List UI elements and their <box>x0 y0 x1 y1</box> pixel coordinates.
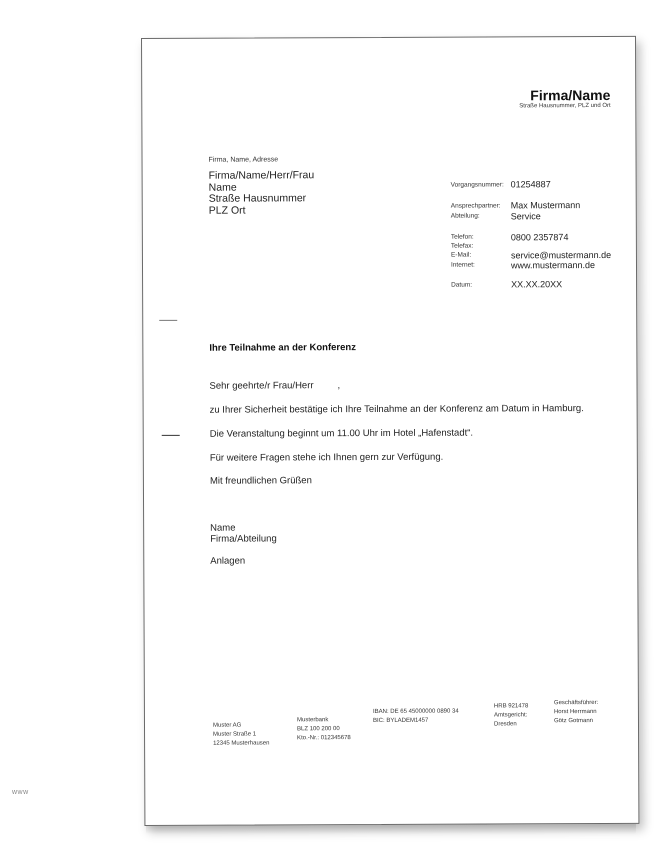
meta-label: Telefon: <box>450 233 474 241</box>
fold-mark <box>159 320 177 321</box>
footer-company <box>213 721 269 748</box>
body-paragraph: zu Ihrer Sicherheit bestätige ich Ihre Teilnahme an der Konferenz am Datum in Hamburg. <box>209 403 584 416</box>
recipient-address <box>209 170 315 216</box>
meta-label: Internet: <box>450 261 475 269</box>
footer-line: Geschäftsführer: <box>553 700 599 707</box>
meta-label: E-Mail: <box>450 251 472 259</box>
company-name: Firma/Name <box>530 86 611 104</box>
footer-line: Muster AG <box>212 722 242 729</box>
attachments: Anlagen <box>210 555 246 567</box>
salutation-text: Sehr geehrte/r Frau/Herr <box>209 380 314 392</box>
letter-page <box>141 36 639 826</box>
meta-value: service@mustermann.de <box>510 249 612 261</box>
company-address: Straße Hausnummer, PLZ und Ort <box>519 102 611 110</box>
salutation <box>209 380 340 392</box>
meta-value: www.mustermann.de <box>510 260 596 271</box>
meta-label: Abteilung: <box>450 212 480 220</box>
footer-line: BIC: BYLADEM1457 <box>372 717 429 724</box>
footer-line: Musterbank <box>296 717 329 724</box>
sender-line: Firma, Name, Adresse <box>208 156 279 164</box>
meta-value: Max Mustermann <box>510 200 581 211</box>
footer-line: Kto.-Nr.: 012345678 <box>297 735 351 742</box>
body-paragraph: Die Veranstaltung beginnt um 11.00 Uhr im Hotel „Hafenstadt“. <box>209 427 474 440</box>
footer-line: BLZ 100 200 00 <box>297 726 340 733</box>
footer-line: Amtsgericht: <box>493 712 528 719</box>
recipient-line: Straße Hausnummer <box>208 192 307 205</box>
subject-line: Ihre Teilnahme an der Konferenz <box>209 342 356 354</box>
meta-label: Vorgangsnummer: <box>450 181 504 189</box>
meta-label: Datum: <box>451 281 473 289</box>
closing: Mit freundlichen Grüßen <box>209 475 312 487</box>
footer-line: HRB 921478 <box>493 703 529 710</box>
meta-value: 01254887 <box>510 179 551 190</box>
footer-line: 12345 Musterhausen <box>213 740 270 747</box>
meta-label: Ansprechpartner: <box>450 202 501 210</box>
body-paragraph: Für weitere Fragen stehe ich Ihnen gern zur Verfügung. <box>209 451 444 464</box>
meta-label: Telefax: <box>450 242 474 250</box>
recipient-line: Firma/Name/Herr/Frau <box>208 169 315 182</box>
footer-bank <box>297 716 351 743</box>
meta-value: Service <box>510 211 541 222</box>
footer-line: Götz Gotmann <box>553 718 594 725</box>
footer-line: Horst Herrmann <box>553 709 597 716</box>
footer-management <box>554 699 598 726</box>
watermark-text: www <box>12 789 29 796</box>
footer-line: Muster Straße 1 <box>213 731 257 738</box>
footer-register <box>494 702 528 729</box>
meta-value: XX.XX.20XX <box>511 279 563 290</box>
recipient-line: PLZ Ort <box>208 204 246 217</box>
footer-iban <box>373 708 459 726</box>
signature-name: Name <box>210 522 236 534</box>
signature-department: Firma/Abteilung <box>210 533 277 545</box>
meta-value: 0800 2357874 <box>510 232 569 243</box>
footer-line: Dresden <box>493 721 517 728</box>
punch-mark <box>162 435 180 436</box>
salutation-comma: , <box>337 380 341 392</box>
footer-line: IBAN: DE 65 45000000 0890 34 <box>372 708 459 715</box>
recipient-line: Name <box>208 181 237 194</box>
